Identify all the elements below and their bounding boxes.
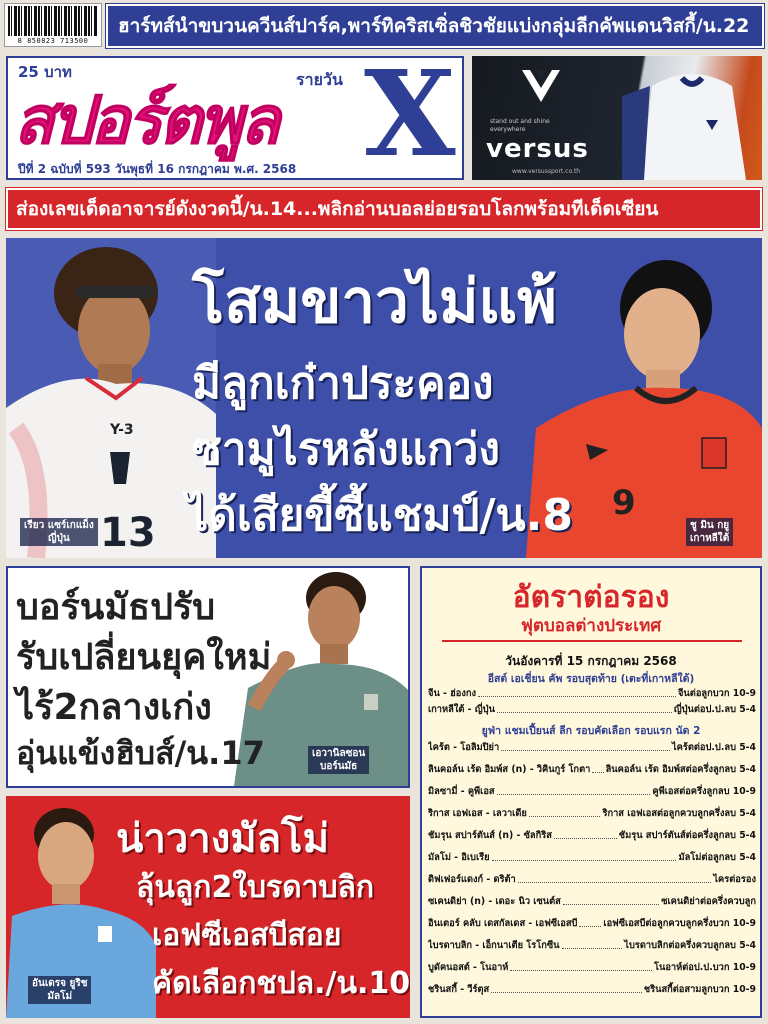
odds-match: มิลซามี่ - คูพีเอส xyxy=(428,785,495,797)
ad-url: www.versussport.co.th xyxy=(512,168,581,175)
korea-shirt-number: 9 xyxy=(612,483,636,523)
odds-leader xyxy=(497,787,651,795)
odds-match: ดิฟเฟอร์แดงก์ - ดริต้า xyxy=(428,873,516,885)
odds-row xyxy=(428,982,756,996)
odds-value: ชรินสกี้ต่อสามลูกบวก 10-9 xyxy=(643,983,756,995)
malmo-headline-line-4: คัดเลือกชปล./น.10 xyxy=(152,966,410,1001)
odds-row xyxy=(428,916,756,930)
odds-leader xyxy=(501,743,670,751)
ad-brand: versus xyxy=(486,134,589,164)
versus-advertisement xyxy=(472,56,762,180)
odds-leader xyxy=(554,831,617,839)
odds-row xyxy=(428,806,756,820)
versus-logo-icon xyxy=(518,66,564,106)
main-headline-line-3: ซามูไรหลังแกว่ง xyxy=(192,424,500,475)
malmo-player-caption xyxy=(28,976,91,1004)
japan-player-photo xyxy=(6,238,216,558)
odds-competition-heading: ยูฟ่า แชมเปี้ยนส์ ลีก รอบคัดเลือก รอบแรก นัด 2 xyxy=(481,725,701,737)
japan-player-caption xyxy=(20,518,98,546)
odds-row xyxy=(428,702,756,716)
korea-player-team: เกาหลีใต้ xyxy=(690,533,730,544)
bournemouth-player-name: เอวานิลซอน xyxy=(312,748,366,759)
bournemouth-headline-line-3: ไร้2กลางเก่ง xyxy=(16,687,212,728)
odds-match: อินเตอร์ คลับ เดสกัลเดส - เอฟซีเอสบี xyxy=(428,917,578,929)
odds-value: ชัมรุน สปาร์ตันส์ต่อครึ่งลูกลบ 5-4 xyxy=(618,829,756,841)
odds-match: เกาหลีใต้ - ญี่ปุ่น xyxy=(428,703,495,715)
daily-label: รายวัน xyxy=(296,70,343,89)
odds-value: ญี่ปุ่นต่อป.ป.ลบ 5-4 xyxy=(673,703,756,715)
odds-leader xyxy=(529,809,601,817)
korea-player-name: ชู มิน กยู xyxy=(690,520,730,531)
odds-row xyxy=(428,784,756,798)
odds-leader xyxy=(478,689,676,697)
odds-row xyxy=(428,828,756,842)
japan-player-name: เรียว แซร์เกแม็ง xyxy=(24,520,94,531)
odds-divider xyxy=(442,640,742,642)
odds-leader xyxy=(492,853,677,861)
odds-match: ริกาส เอฟเอส - เลวาเดีย xyxy=(428,807,527,819)
odds-row xyxy=(428,740,756,754)
odds-value: โนอาห์ต่อป.ป.บวก 10-9 xyxy=(653,961,756,973)
malmo-player-team: มัลโม่ xyxy=(47,991,73,1002)
odds-leader xyxy=(562,941,623,949)
odds-row xyxy=(428,938,756,952)
odds-match: มัลโม่ - อิเบเรีย xyxy=(428,851,490,863)
main-headline-line-1: โสมขาวไม่แพ้ xyxy=(192,267,557,337)
issue-info: ปีที่ 2 ฉบับที่ 593 วันพุธที่ 16 กรกฎาคม พ.ศ. 2568 xyxy=(18,162,297,176)
main-headline-line-2: มีลูกเก๋าประคอง xyxy=(192,358,494,409)
odds-match: ไบรดาบลิก - เอ็กนาเตีย โรโกซีน xyxy=(428,939,560,951)
bournemouth-story xyxy=(6,566,410,788)
odds-leader xyxy=(497,705,672,713)
japan-player-team: ญี่ปุ่น xyxy=(48,533,70,544)
odds-leader xyxy=(592,765,603,773)
ad-tagline xyxy=(490,118,550,134)
top-headline xyxy=(106,4,764,48)
odds-value: ไครต่อรอง xyxy=(713,873,756,885)
odds-row xyxy=(428,686,756,700)
odds-date: วันอังคารที่ 15 กรกฎาคม 2568 xyxy=(505,654,677,668)
japan-shirt-number: 13 xyxy=(100,510,156,556)
ad-model-shirt xyxy=(622,56,762,180)
odds-match: จีน - ฮ่องกง xyxy=(428,687,477,699)
barcode-bars xyxy=(8,6,98,36)
odds-leader xyxy=(563,897,659,905)
odds-value: ริกาส เอฟเอสต่อลูกควบลูกครึ่งลบ 5-4 xyxy=(602,807,756,819)
odds-value: ซเคนดิย่าต่อครึ่งควบลูก xyxy=(661,895,756,907)
odds-row xyxy=(428,850,756,864)
odds-match: ชัมรุน สปาร์ตันส์ (n) - ซัลกิริส xyxy=(428,829,552,841)
newspaper-logo-x: X xyxy=(364,44,456,183)
main-headline-line-4: ได้เสียขี้ซี้แชมป์/น.8 xyxy=(186,490,573,541)
malmo-player-name: อันเดรจ ยูริช xyxy=(32,978,88,989)
bournemouth-player-team: บอร์นมัธ xyxy=(319,761,358,772)
masthead xyxy=(6,44,464,183)
odds-match: ชรินสกี้ - วีร์ตุส xyxy=(428,983,490,995)
odds-match: บูดัคนอสต์ - โนอาห์ xyxy=(428,961,509,973)
odds-row xyxy=(428,872,756,886)
odds-value: คูพีเอสต่อครึ่งลูกลบ 10-9 xyxy=(652,785,756,797)
odds-value: ไบรดาบลิกต่อครึ่งควบลูกลบ 5-4 xyxy=(624,939,756,951)
odds-value: ไคร้ตต่อป.ป.ลบ 5-4 xyxy=(671,741,756,753)
odds-title: อัตราต่อรอง xyxy=(512,580,670,615)
bournemouth-headline-line-4: อุ่นแข้งฮิบส์/น.17 xyxy=(16,734,265,772)
bournemouth-player-caption xyxy=(308,746,369,774)
japan-shirt-brand: Y-3 xyxy=(110,422,134,438)
main-story xyxy=(6,238,762,558)
odds-match: ลินคอล์น เร้ด อิมพ์ส (n) - วิคินกูร์ โกตา xyxy=(428,763,591,775)
odds-leader xyxy=(491,985,642,993)
korea-player-caption xyxy=(686,518,733,546)
bournemouth-headline-line-2: รับเปลี่ยนยุคใหม่ xyxy=(16,637,272,678)
malmo-headline-line-2: ลุ้นลูก2ใบรดาบลิก xyxy=(136,870,375,905)
top-headline-text: ฮาร์ทส์นำขบวนควีนส์ปาร์ค,พาร์ทิคริสเซิ่ลชิวชัยแบ่งกลุ่มลีกคัพแดนวิสกี้/น.22 xyxy=(118,15,750,37)
secondary-headline xyxy=(6,188,762,230)
odds-leader xyxy=(579,919,601,927)
odds-leader xyxy=(518,875,712,883)
odds-leader xyxy=(510,963,652,971)
odds-table xyxy=(420,566,762,1018)
odds-match: ซเคนดิย่า (n) - เดอะ นิว เซนต์ส xyxy=(428,895,561,907)
odds-subtitle: ฟุตบอลต่างประเทศ xyxy=(520,616,662,636)
newspaper-logo: สปอร์ตพูล xyxy=(14,82,278,159)
malmo-headline-line-1: น่าวางมัลโม่ xyxy=(116,816,329,862)
ad-tagline-line-1: stand out and shine xyxy=(490,118,550,125)
odds-row xyxy=(428,894,756,908)
malmo-story xyxy=(6,796,410,1018)
secondary-headline-text: ส่องเลขเด็ดอาจารย์ดังงวดนี้/น.14...พลิกอ่านบอลย่อยรอบโลกพร้อมทีเด็ดเซียน xyxy=(16,198,659,220)
odds-competition-heading: อีสต์ เอเชี่ยน คัพ รอบสุดท้าย (เตะที่เกาหลีใต้) xyxy=(487,673,695,685)
odds-value: ลินคอล์น เร้ด อิมพ์สต่อครึ่งลูกลบ 5-4 xyxy=(605,763,756,775)
odds-value: จีนต่อลูกบวก 10-9 xyxy=(677,687,756,699)
odds-match: ไคร้ต - โอลิมปิย่า xyxy=(428,741,500,753)
barcode-number: 8 850823 713500 xyxy=(17,37,89,45)
malmo-headline-line-3: เอฟซีเอสบีสอย xyxy=(152,918,342,953)
bournemouth-headline-line-1: บอร์นมัธปรับ xyxy=(16,587,216,628)
odds-value: มัลโม่ต่อลูกลบ 5-4 xyxy=(678,851,756,863)
odds-row xyxy=(428,960,756,974)
odds-value: เอฟซีเอสบีต่อลูกควบลูกครึ่งบวก 10-9 xyxy=(603,917,756,929)
odds-row xyxy=(428,762,756,776)
cover-price: 25 บาท xyxy=(18,63,72,81)
barcode xyxy=(4,3,102,47)
ad-tagline-line-2: everywhere xyxy=(490,126,526,133)
